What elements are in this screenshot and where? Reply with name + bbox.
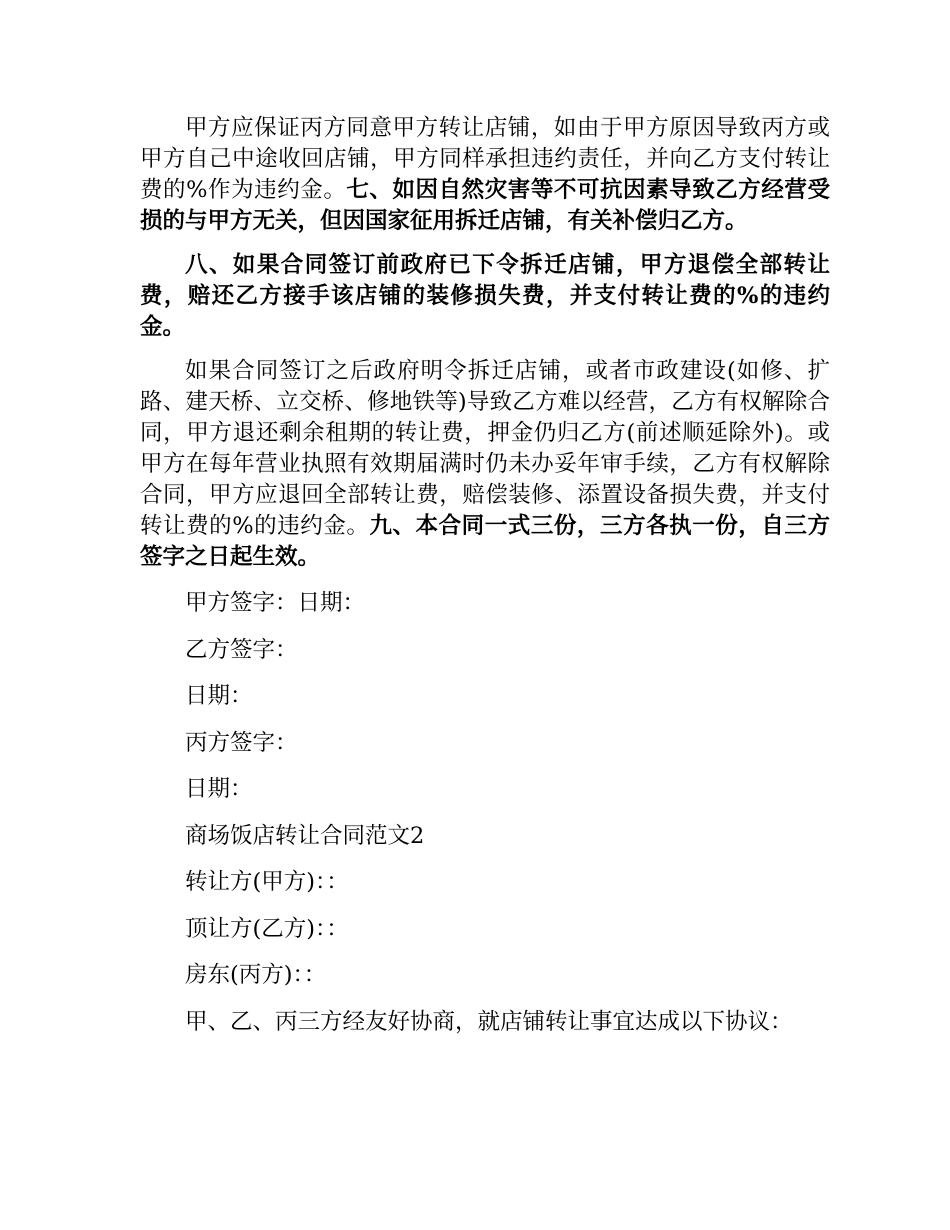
clause-eight — [140, 250, 830, 343]
paragraph-text: 如果合同签订之后政府明令拆迁店铺，或者市政建设(如修、扩路、建天桥、立交桥、修地铁等)导致乙方难以经营，乙方有权解除合同，甲方退还剩余租期的转让费，押金仍归乙方(前述顺延除外)。或甲方在每年营业执照有效期届满时仍未办妥年审手续，乙方有权解除合同，甲方应退回全部转让费，赔偿装修、添置设备损失费，并支付转让费的%的违约金。 — [140, 358, 830, 539]
transferee-line: 顶让方(乙方)：： — [185, 915, 349, 942]
signature-party-a: 甲方签字：日期： — [185, 590, 366, 616]
paragraph-text: 甲方应保证丙方同意甲方转让店铺，如由于甲方原因导致丙方或甲方自己中途收回店铺，甲方同样承担违约责任，并向乙方支付转让费的%作为违约金。 — [140, 115, 830, 203]
paragraph-demolition-clause — [140, 356, 830, 573]
document-page — [140, 113, 830, 1038]
signature-party-b: 乙方签字： — [185, 636, 298, 663]
signature-date-c: 日期： — [185, 776, 253, 802]
section-title: 商场饭店转让合同范文2 — [185, 822, 425, 849]
clause-seven-text: 七、如因自然灾害等不可抗因素导致乙方经营受损的与甲方无关，但因国家征用拆迁店铺，有关补偿归乙方。 — [140, 177, 830, 234]
transferor-line: 转让方(甲方)：： — [185, 869, 349, 895]
clause-nine-text: 九、本合同一式三份，三方各执一份，自三方签字之日起生效。 — [140, 513, 830, 570]
signature-date-b: 日期： — [185, 683, 253, 709]
clause-eight-text: 八、如果合同签订前政府已下令拆迁店铺，甲方退偿全部转让费，赔还乙方接手该店铺的装修损失费，并支付转让费的%的违约金。 — [140, 252, 830, 340]
paragraph-penalty-clause — [140, 113, 830, 237]
landlord-line: 房东(丙方)：： — [185, 962, 327, 988]
signature-party-c: 丙方签字： — [185, 729, 298, 756]
agreement-intro: 甲、乙、丙三方经友好协商，就店铺转让事宜达成以下协议： — [185, 1008, 793, 1035]
